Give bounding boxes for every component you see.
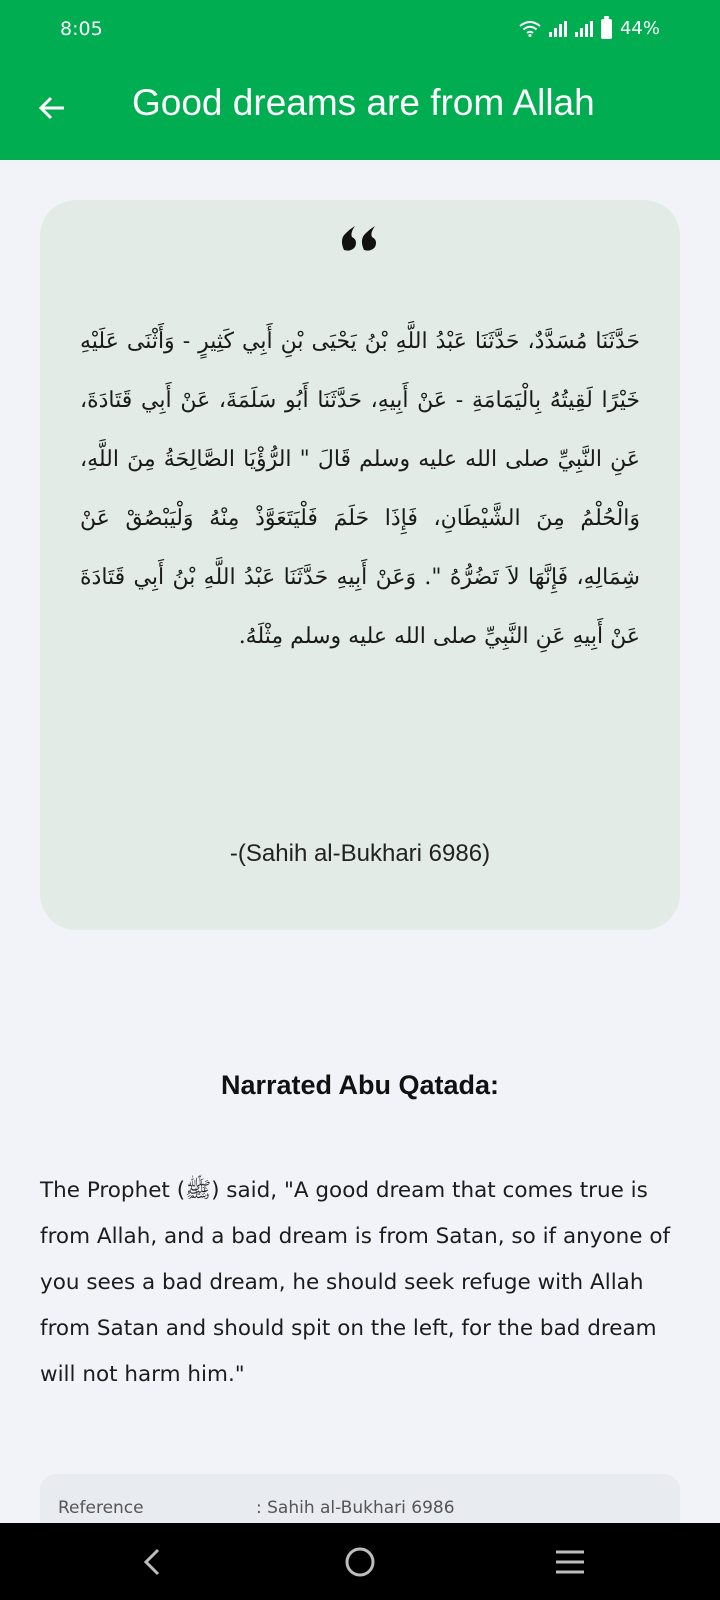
chevron-left-icon	[140, 1547, 164, 1577]
reference-value: : Sahih al-Bukhari 6986	[256, 1498, 455, 1518]
battery-icon	[601, 19, 612, 39]
arabic-text: حَدَّثَنَا مُسَدَّدٌ، حَدَّثَنَا عَبْدُ اللَّهِ بْنُ يَحْيَى بْنِ أَبِي كَثِيرٍ - وَأَثْنَى عَلَيْهِ خَيْرًا لَقِيتُهُ بِالْيَمَامَةِ - عَنْ أَبِيهِ، حَدَّثَنَا أَبُو سَلَمَةَ، عَنْ أَبِي قَتَادَةَ، عَنِ النَّبِيِّ صلى الله عليه وسلم قَالَ " الرُّؤْيَا الصَّالِحَةُ مِنَ اللَّهِ، وَالْحُلْمُ مِنَ الشَّيْطَانِ، فَإِذَا حَلَمَ فَلْيَتَعَوَّذْ مِنْهُ وَلْيَبْصُقْ عَنْ شِمَالِهِ، فَإِنَّهَا لاَ تَضُرُّهُ ". وَعَنْ أَبِيهِ حَدَّثَنَا عَبْدُ اللَّهِ بْنُ أَبِي قَتَادَةَ عَنْ أَبِيهِ عَنِ النَّبِيِّ صلى الله عليه وسلم مِثْلَهُ.	[80, 329, 640, 649]
hadith-source: -(Sahih al-Bukhari 6986)	[229, 840, 491, 867]
signal-icon	[575, 21, 593, 37]
english-translation: The Prophet (ﷺ) said, "A good dream that comes true is from Allah, and a bad dream is from Satan, so if anyone of you sees a bad dream, he should seek refuge with Allah from Satan and should spit on the left, for the bad dream will not harm him."	[40, 1178, 671, 1387]
status-time: 8:05	[60, 18, 103, 40]
battery-level: 44%	[619, 18, 660, 39]
arrow-back-icon	[37, 93, 67, 123]
menu-lines-icon	[554, 1548, 586, 1576]
arabic-hadith-card	[40, 200, 680, 930]
circle-home-icon	[343, 1545, 377, 1579]
reference-label: Reference	[58, 1498, 144, 1518]
wifi-icon	[519, 21, 541, 37]
nav-home-button[interactable]	[330, 1537, 390, 1587]
system-nav-bar	[0, 1523, 720, 1600]
status-icons	[519, 18, 660, 39]
quote-icon	[340, 222, 380, 252]
status-bar	[0, 0, 720, 58]
nav-back-button[interactable]	[122, 1537, 182, 1587]
app-bar	[0, 58, 720, 160]
nav-recents-button[interactable]	[540, 1537, 600, 1587]
narrator-heading: Narrated Abu Qatada:	[220, 1070, 500, 1100]
signal-icon	[549, 21, 567, 37]
page-title: Good dreams are from Allah	[132, 82, 595, 123]
back-button[interactable]	[28, 84, 76, 132]
